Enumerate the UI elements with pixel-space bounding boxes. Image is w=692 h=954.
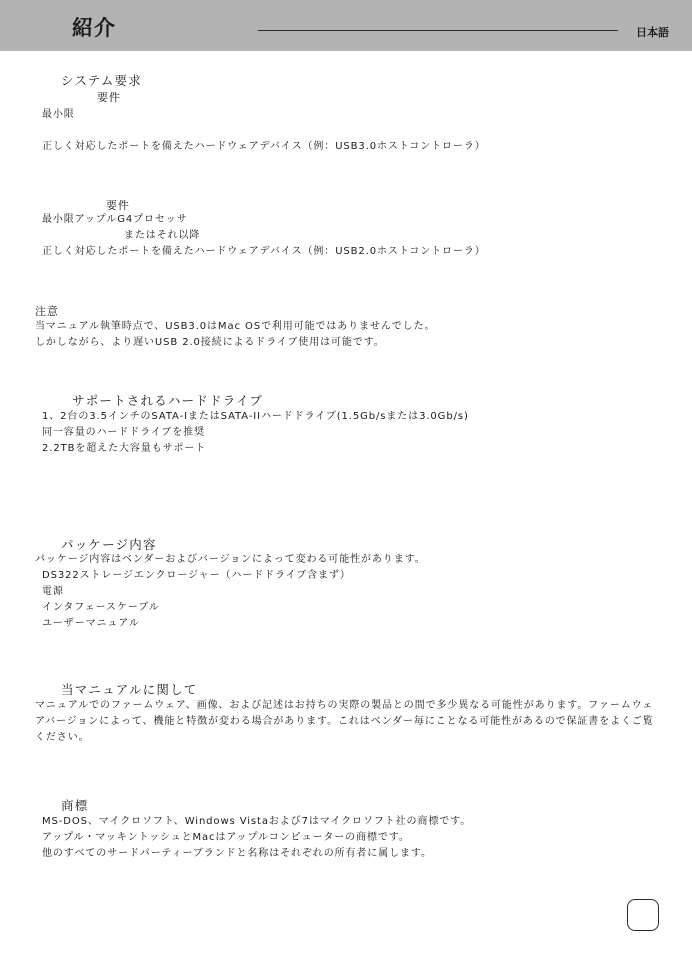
page-header bbox=[0, 0, 692, 51]
mac-requirements-subheading: 要件 bbox=[106, 199, 130, 212]
about-manual-body: マニュアルでのファームウェア、画像、および記述はお持ちの実際の製品との間で多少異なる可能性があります。ファームウェアバージョンによって、機能と特徴が変わる場合があります。これはベンダー毎にことなる可能性があるので保証書をよくご覧ください。 bbox=[35, 700, 654, 743]
list-item: 他のすべてのサードパーティーブランドと名称はそれぞれの所有者に属します。 bbox=[42, 848, 432, 859]
note-line-2: しかしながら、より遅いUSB 2.0接続によるドライブ使用は可能です。 bbox=[35, 337, 385, 348]
supported-drives-heading: サポートされるハードドライブ bbox=[72, 393, 264, 408]
about-manual-heading: 当マニュアルに関して bbox=[61, 682, 198, 697]
trademarks-heading: 商標 bbox=[61, 798, 89, 813]
list-item: MS-DOS、マイクロソフト、Windows Vistaおよび7はマイクロソフト社の商標です。 bbox=[42, 816, 472, 827]
list-item: アップル・マッキントッシュとMacはアップルコンピューターの商標です。 bbox=[42, 832, 410, 843]
page-title: 紹介 bbox=[72, 16, 116, 40]
pc-minimum-label: 最小限 bbox=[42, 109, 75, 120]
list-item: 電源 bbox=[42, 586, 64, 597]
list-item: インタフェースケーブル bbox=[42, 602, 160, 613]
list-item: 1、2台の3.5インチのSATA-IまたはSATA-IIハードドライブ(1.5Gb/sまたは3.0Gb/s) bbox=[42, 411, 469, 422]
note-line-1: 当マニュアル執筆時点で、USB3.0はMac OSで利用可能ではありませんでした。 bbox=[35, 321, 436, 332]
list-item: 同一容量のハードドライブを推奨 bbox=[42, 427, 205, 438]
system-requirements-heading: システム要求 bbox=[61, 73, 142, 88]
pc-requirements-subheading: 要件 bbox=[97, 91, 121, 104]
list-item: ユーザーマニュアル bbox=[42, 618, 140, 629]
package-contents-intro: パッケージ内容はベンダーおよびバージョンによって変わる可能性があります。 bbox=[35, 554, 426, 565]
mac-port-requirement: 正しく対応したポートを備えたハードウェアデバイス（例：USB2.0ホストコントローラ） bbox=[42, 246, 486, 257]
header-divider bbox=[258, 30, 618, 31]
package-contents-heading: パッケージ内容 bbox=[61, 537, 157, 552]
mac-processor-suffix: またはそれ以降 bbox=[124, 230, 201, 241]
mac-processor-requirement: 最小限アップルG4プロセッサ bbox=[42, 214, 188, 225]
list-item: 2.2TBを超えた大容量もサポート bbox=[42, 443, 207, 454]
note-heading: 注意 bbox=[35, 305, 59, 318]
list-item: DS322ストレージエンクロージャー（ハードドライブ含まず） bbox=[42, 570, 351, 581]
language-label: 日本語 bbox=[636, 26, 669, 39]
page-number-box bbox=[627, 899, 659, 931]
pc-port-requirement: 正しく対応したポートを備えたハードウェアデバイス（例：USB3.0ホストコントローラ） bbox=[42, 141, 486, 152]
